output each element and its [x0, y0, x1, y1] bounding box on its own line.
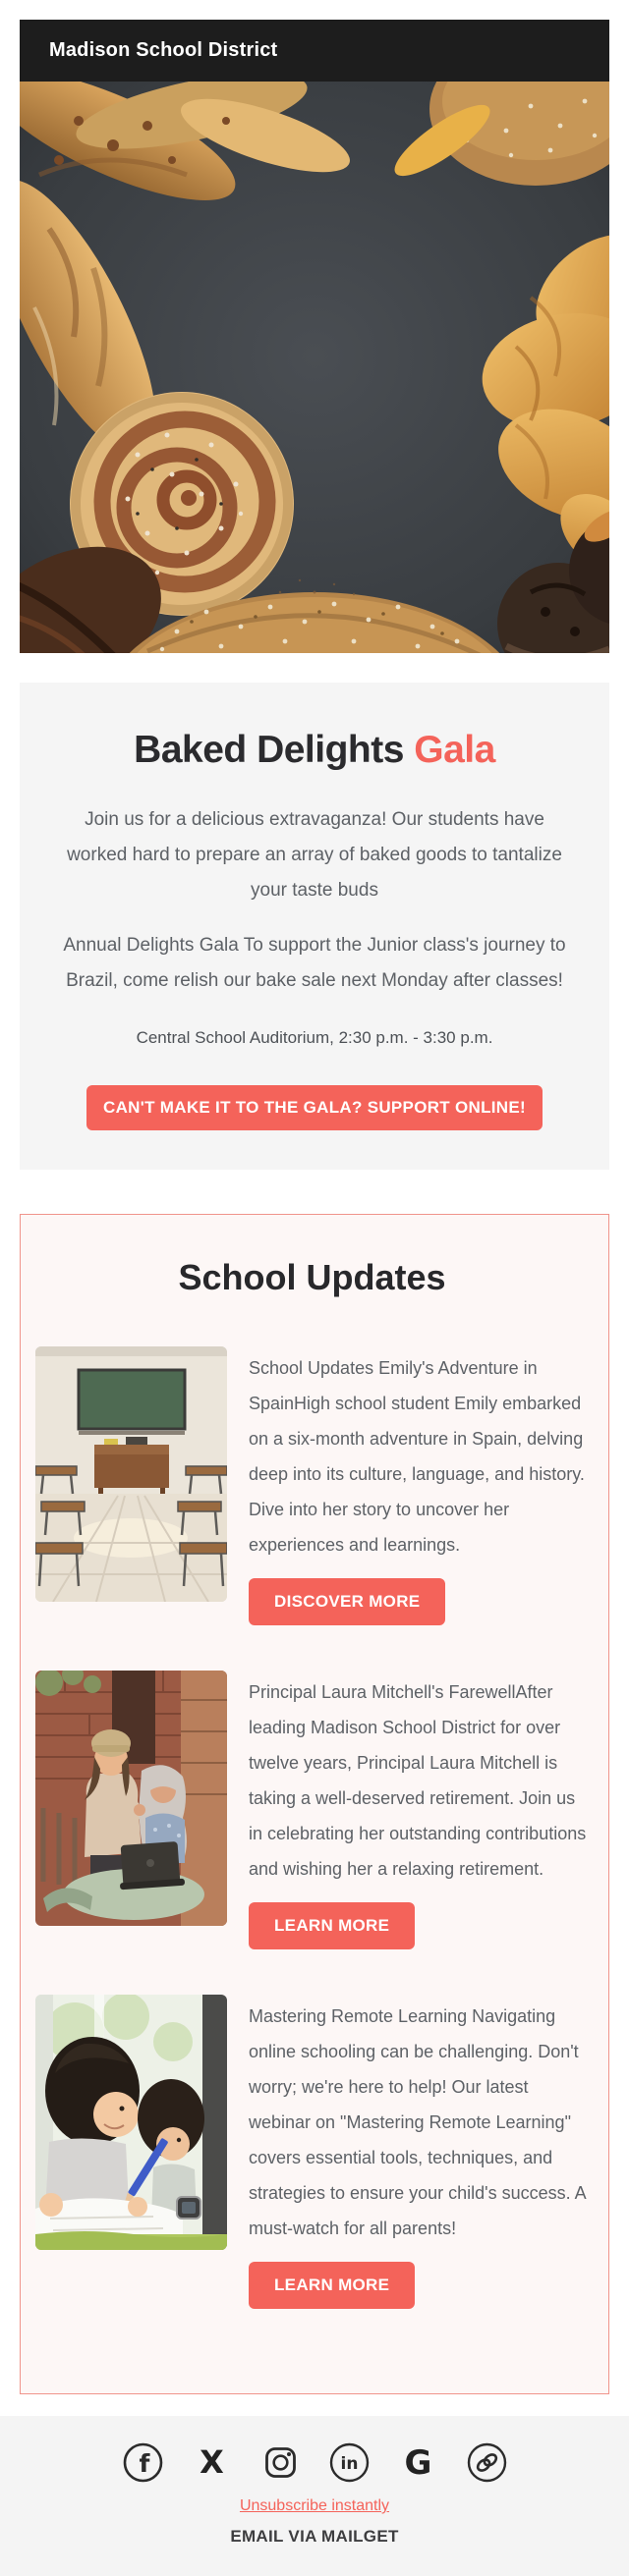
instagram-icon[interactable]	[259, 2441, 302, 2484]
svg-text:G: G	[404, 2443, 431, 2483]
gala-section	[20, 683, 609, 1170]
linkedin-icon[interactable]	[328, 2441, 371, 2484]
article-text: School Updates Emily's Adventure in SpainHigh school student Emily embarked on a six-month adventure in Spain, delving deep into its culture, language, and history. Dive into her story to uncover her experiences and learnings.	[249, 1358, 585, 1555]
x-twitter-icon[interactable]	[191, 2441, 233, 2484]
email-header	[20, 20, 609, 82]
link-icon[interactable]	[466, 2441, 508, 2484]
unsubscribe-link[interactable]: Unsubscribe instantly	[239, 2497, 390, 2514]
article-body	[249, 1671, 589, 1949]
gala-venue-text: Central School Auditorium, 2:30 p.m. - 3:30 p.m.	[136, 1028, 493, 1047]
article-card-remote-learning	[35, 1995, 589, 2309]
gala-title: Baked Delights Gala	[134, 729, 495, 771]
article-text: Principal Laura Mitchell's FarewellAfter leading Madison School District for over twelve years, Principal Laura Mitchell is taking a well-deserved retirement. Join us in celebrating her outstanding contributions and wishing her a relaxing retirement.	[249, 1682, 587, 1879]
facebook-icon[interactable]	[122, 2441, 164, 2484]
gala-title-accent: Gala	[414, 729, 495, 771]
school-updates-title: School Updates	[178, 1257, 446, 1297]
email-via-mailget-label: EMAIL VIA MAILGET	[230, 2527, 399, 2546]
email-footer	[0, 2416, 629, 2576]
gala-intro-text: Join us for a delicious extravaganza! Our students have worked hard to prepare an array of baked goods to tantalize your taste buds	[67, 809, 562, 901]
discover-more-button[interactable]: DISCOVER MORE	[249, 1578, 445, 1625]
article-image-classroom	[35, 1346, 227, 1602]
article-body	[249, 1346, 589, 1625]
brand-title: Madison School District	[49, 39, 278, 61]
google-icon[interactable]	[397, 2441, 439, 2484]
social-links-row	[0, 2441, 629, 2484]
article-body	[249, 1995, 589, 2309]
article-card-emily-spain	[35, 1346, 589, 1625]
learn-more-button[interactable]: LEARN MORE	[249, 1902, 415, 1949]
school-updates-section	[20, 1214, 609, 2394]
article-text: Mastering Remote Learning Navigating online schooling can be challenging. Don't worry; we're here to help! Our latest webinar on "Mastering Remote Learning" covers essential tools, techniques, and strategies to ensure your child's success. A must-watch for all parents!	[249, 2006, 586, 2238]
article-image-two-women-laptop	[35, 1671, 227, 1926]
gala-support-online-button[interactable]: CAN'T MAKE IT TO THE GALA? SUPPORT ONLINE!	[86, 1085, 543, 1130]
article-card-principal-farewell	[35, 1671, 589, 1949]
svg-text:f: f	[139, 2449, 149, 2478]
svg-text:X: X	[199, 2443, 224, 2481]
hero-image-baked-goods	[20, 82, 609, 653]
article-image-children-writing	[35, 1995, 227, 2250]
gala-details-text: Annual Delights Gala To support the Junior class's journey to Brazil, come relish our bake sale next Monday after classes!	[63, 935, 566, 991]
svg-text:in: in	[340, 2454, 358, 2474]
learn-more-button[interactable]: LEARN MORE	[249, 2262, 415, 2309]
